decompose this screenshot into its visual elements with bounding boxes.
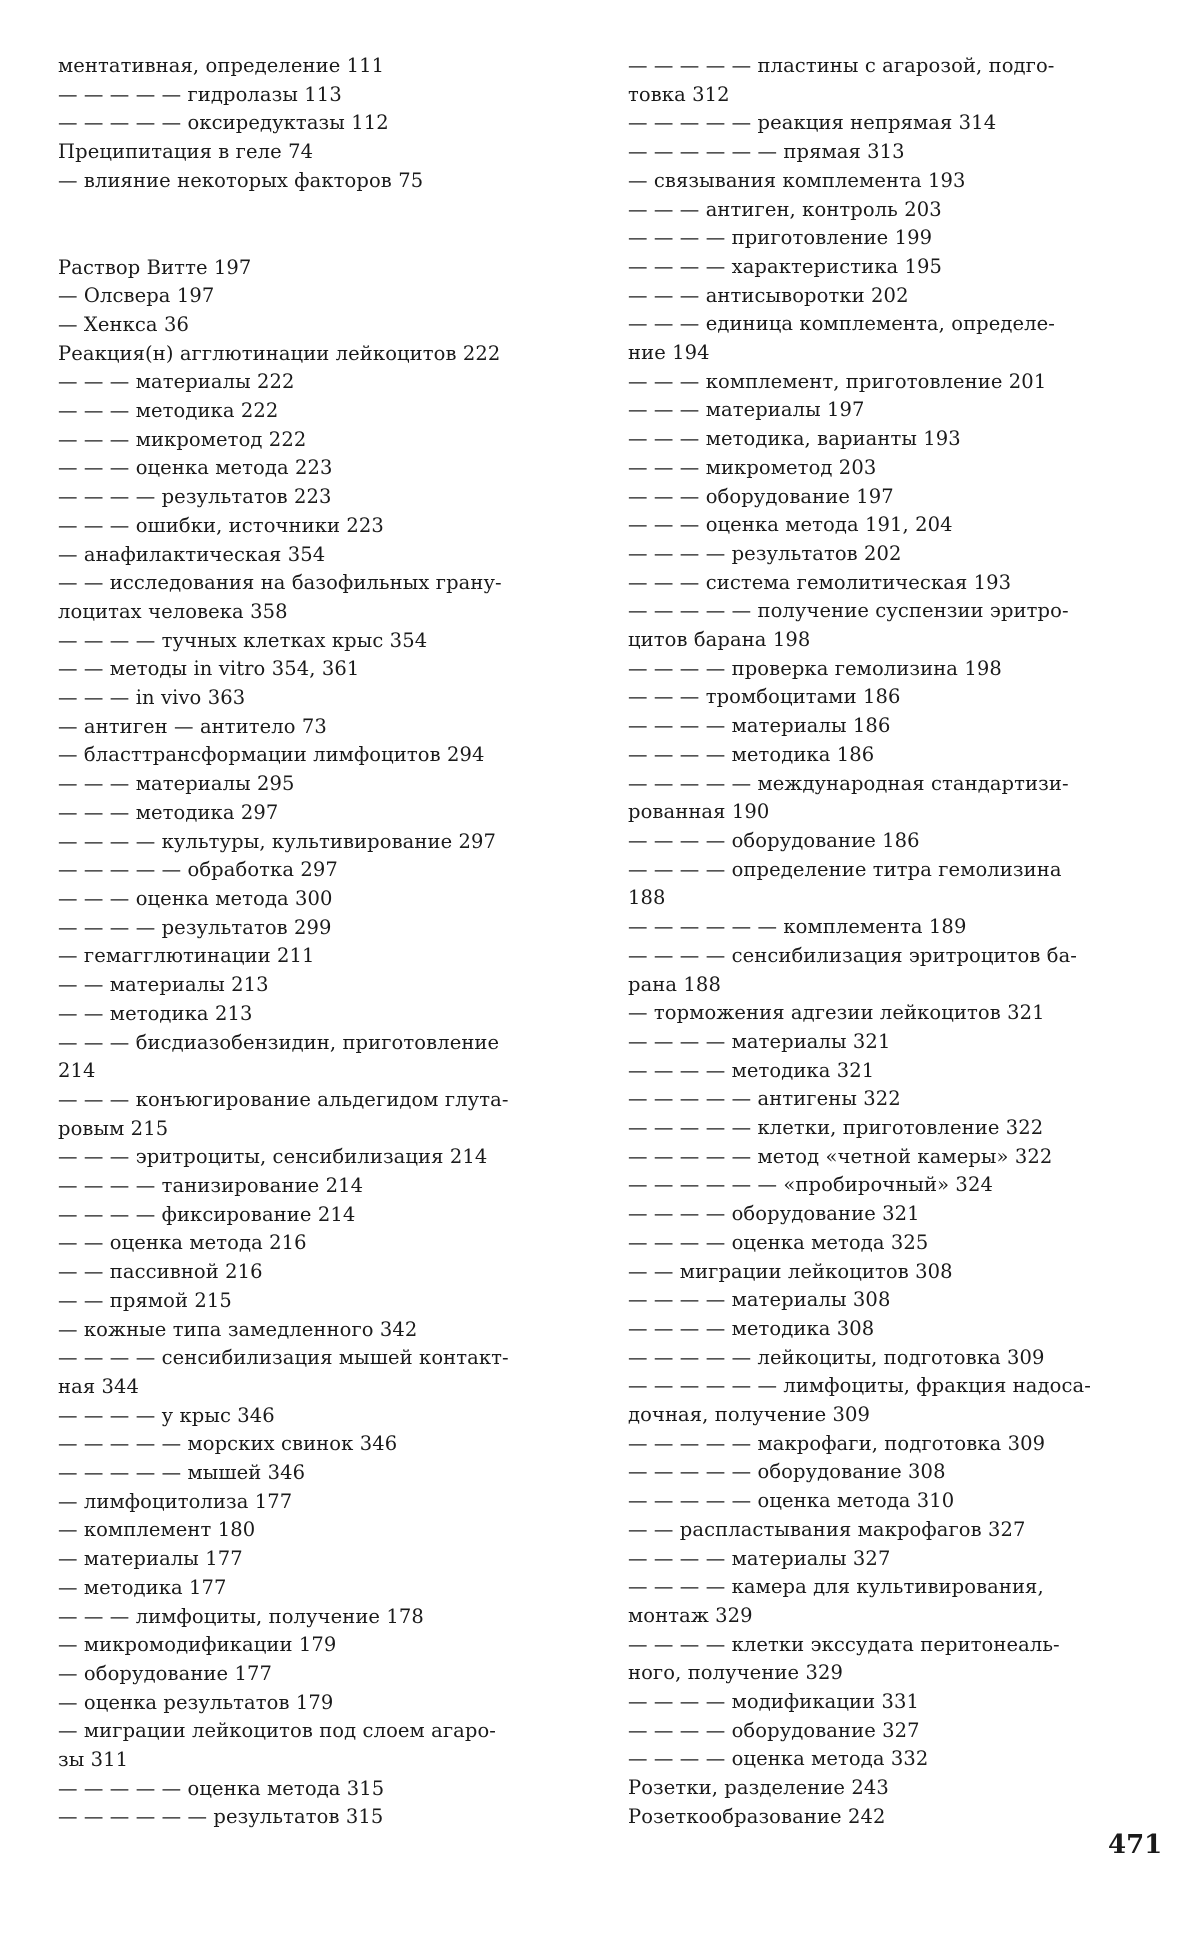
index-line: — — — методика 297 [58,800,279,824]
index-line: — комплемент 180 [58,1518,256,1542]
index-line: — — методы in vitro 354, 361 [58,657,360,681]
index-line: — — — — тучных клетках крыс 354 [58,628,428,652]
index-line: — — прямой 215 [58,1288,232,1312]
index-line: — — — ошибки, источники 223 [58,513,384,537]
index-line: 214 [58,1059,96,1083]
index-line: — — — — проверка гемолизина 198 [628,656,1002,680]
index-line: — — — — материалы 186 [628,714,891,738]
index-line: — — пассивной 216 [58,1260,263,1284]
index-line: товка 312 [628,82,730,106]
index-line: — — оценка метода 216 [58,1231,307,1255]
index-line: — — — — — международная стандартизи- [628,771,1069,795]
index-line: — — — — определение титра гемолизина [628,857,1062,881]
index-line: — — — единица комплемента, определе- [628,312,1055,336]
index-line: ная 344 [58,1374,140,1398]
index-line: — — — — — — лимфоциты, фракция надоса- [628,1374,1091,1398]
index-line: — — — in vivo 363 [58,686,246,710]
index-line: — кожные типа замедленного 342 [58,1317,418,1341]
index-line: Розеткообразование 242 [628,1804,886,1828]
index-line: — бласттрансформации лимфоцитов 294 [58,743,485,767]
index-line: зы 311 [58,1748,129,1772]
index-line: — — — оборудование 197 [628,484,894,508]
index-line: — — — — результатов 223 [58,485,332,509]
index-line: — — — — — гидролазы 113 [58,82,342,106]
index-line: — — — — клетки экссудата перитонеаль- [628,1632,1060,1656]
index-line: — — — — оценка метода 325 [628,1230,929,1254]
index-line: — лимфоцитолиза 177 [58,1489,293,1513]
index-line: монтаж 329 [628,1603,753,1627]
index-line: — — — — — реакция непрямая 314 [628,111,997,135]
index-line: — материалы 177 [58,1547,243,1571]
left-block-top [58,52,588,196]
index-line: — гемагглютинации 211 [58,944,315,968]
index-line: — Олсвера 197 [58,284,215,308]
index-line: — антиген — антитело 73 [58,714,327,738]
page-number: 471 [1108,1830,1163,1860]
index-line: — — — — оборудование 327 [628,1718,920,1742]
index-line: — — — — характеристика 195 [628,254,943,278]
index-line: — — — — — получение суспензии эритро- [628,599,1069,623]
section-gap [58,196,588,254]
index-line: — — — — — лейкоциты, подготовка 309 [628,1345,1045,1369]
index-line: Раствор Витте 197 [58,255,252,279]
index-line: — оценка результатов 179 [58,1690,334,1714]
index-line: — — — тромбоцитами 186 [628,685,901,709]
index-line: дочная, получение 309 [628,1403,871,1427]
index-line: — — — методика 222 [58,399,279,423]
index-line: ментативная, определение 111 [58,54,385,77]
right-block [628,52,1152,1832]
index-line: — — — — модификации 331 [628,1690,920,1714]
index-line: — — — — танизирование 214 [58,1174,364,1198]
index-line: — — — — — обработка 297 [58,858,338,882]
index-line: — — — — фиксирование 214 [58,1202,356,1226]
index-line: — — — микрометод 203 [628,455,877,479]
index-line: — — — комплемент, приготовление 201 [628,369,1047,393]
index-line: — — — антиген, контроль 203 [628,197,942,221]
index-line: — — — оценка метода 191, 204 [628,513,953,537]
index-line: — — — — — — результатов 315 [58,1805,384,1829]
index-line: ровым 215 [58,1116,169,1140]
index-line: — — — — сенсибилизация мышей контакт- [58,1346,509,1370]
index-line: — — — материалы 197 [628,398,865,422]
index-line: цитов барана 198 [628,628,811,652]
index-line: — — — — — метод «четной камеры» 322 [628,1144,1053,1168]
index-line: — торможения адгезии лейкоцитов 321 [628,1001,1045,1025]
index-line: Розетки, разделение 243 [628,1776,889,1800]
index-line: — — — — результатов 299 [58,915,332,939]
index-line: рованная 190 [628,800,770,824]
index-line: — микромодификации 179 [58,1633,337,1657]
index-line: — — — оценка метода 223 [58,456,333,480]
index-line: — — — — материалы 308 [628,1288,891,1312]
index-line: — — — — оборудование 186 [628,828,920,852]
index-line: — — — — — оценка метода 315 [58,1776,385,1800]
index-line: — — — — материалы 327 [628,1546,891,1570]
index-line: — — — — методика 186 [628,742,875,766]
index-line: — — — — — мышей 346 [58,1461,306,1485]
index-line: — — — — — — прямая 313 [628,140,905,164]
index-line: — — — — — морских свинок 346 [58,1432,398,1456]
index-line: — — — — — — комплемента 189 [628,915,967,939]
index-line: — — — — — пластины с агарозой, подго- [628,54,1055,77]
index-line: — — — оценка метода 300 [58,886,333,910]
index-line: — — — эритроциты, сенсибилизация 214 [58,1145,488,1169]
index-line: — — — — — макрофаги, подготовка 309 [628,1431,1046,1455]
index-line: рана 188 [628,972,721,996]
index-line: — оборудование 177 [58,1661,272,1685]
index-line: — — — — сенсибилизация эритроцитов ба- [628,943,1077,967]
index-line: — — — материалы 295 [58,772,295,796]
index-line: — — миграции лейкоцитов 308 [628,1259,953,1283]
index-line: — — — — у крыс 346 [58,1403,275,1427]
index-line: — — методика 213 [58,1001,253,1025]
index-line: ние 194 [628,341,710,365]
index-line: — — — система гемолитическая 193 [628,570,1012,594]
index-line: — — — — культуры, культивирование 297 [58,829,497,853]
index-line: — влияние некоторых факторов 75 [58,168,424,192]
index-line: — методика 177 [58,1575,227,1599]
index-line: — — — методика, варианты 193 [628,427,961,451]
index-line: — — — — — оценка метода 310 [628,1489,955,1513]
left-column [58,52,588,1832]
index-line: — — — антисыворотки 202 [628,283,909,307]
index-line: — — — — методика 321 [628,1058,875,1082]
index-line: — — — — методика 308 [628,1316,875,1340]
index-line: — — исследования на базофильных грану- [58,571,502,595]
index-line: — — — — результатов 202 [628,541,902,565]
index-line: — Хенкса 36 [58,312,189,336]
index-line: — — — — — клетки, приготовление 322 [628,1116,1044,1140]
index-line: Преципитация в геле 74 [58,140,314,164]
index-line: Реакция(н) агглютинации лейкоцитов 222 [58,341,501,365]
index-line: — — — — — антигены 322 [628,1087,901,1111]
index-line: — — распластывания макрофагов 327 [628,1517,1026,1541]
index-line: 188 [628,886,666,910]
index-line: — — — — приготовление 199 [628,226,933,250]
index-line: — — — — материалы 321 [628,1029,891,1053]
index-line: — миграции лейкоцитов под слоем агаро- [58,1719,496,1743]
index-line: — — — лимфоциты, получение 178 [58,1604,424,1628]
index-line: — — — — — — «пробирочный» 324 [628,1173,993,1197]
index-line: — — — конъюгирование альдегидом глута- [58,1087,509,1111]
index-line: — — — микрометод 222 [58,427,307,451]
index-line: лоцитах человека 358 [58,599,288,623]
right-column [628,52,1152,1832]
left-block-main [58,254,588,1833]
index-line: — — — — оборудование 321 [628,1202,920,1226]
index-line: — — — — камера для культивирования, [628,1575,1044,1599]
index-line: — — — бисдиазобензидин, приготовление [58,1030,500,1054]
index-line: — — материалы 213 [58,973,269,997]
index-line: — — — — — оксиредуктазы 112 [58,111,389,135]
index-line: — — — — — оборудование 308 [628,1460,946,1484]
index-line: ного, получение 329 [628,1661,843,1685]
index-line: — — — материалы 222 [58,370,295,394]
index-line: — — — — оценка метода 332 [628,1747,929,1771]
index-line: — связывания комплемента 193 [628,168,966,192]
index-line: — анафилактическая 354 [58,542,326,566]
